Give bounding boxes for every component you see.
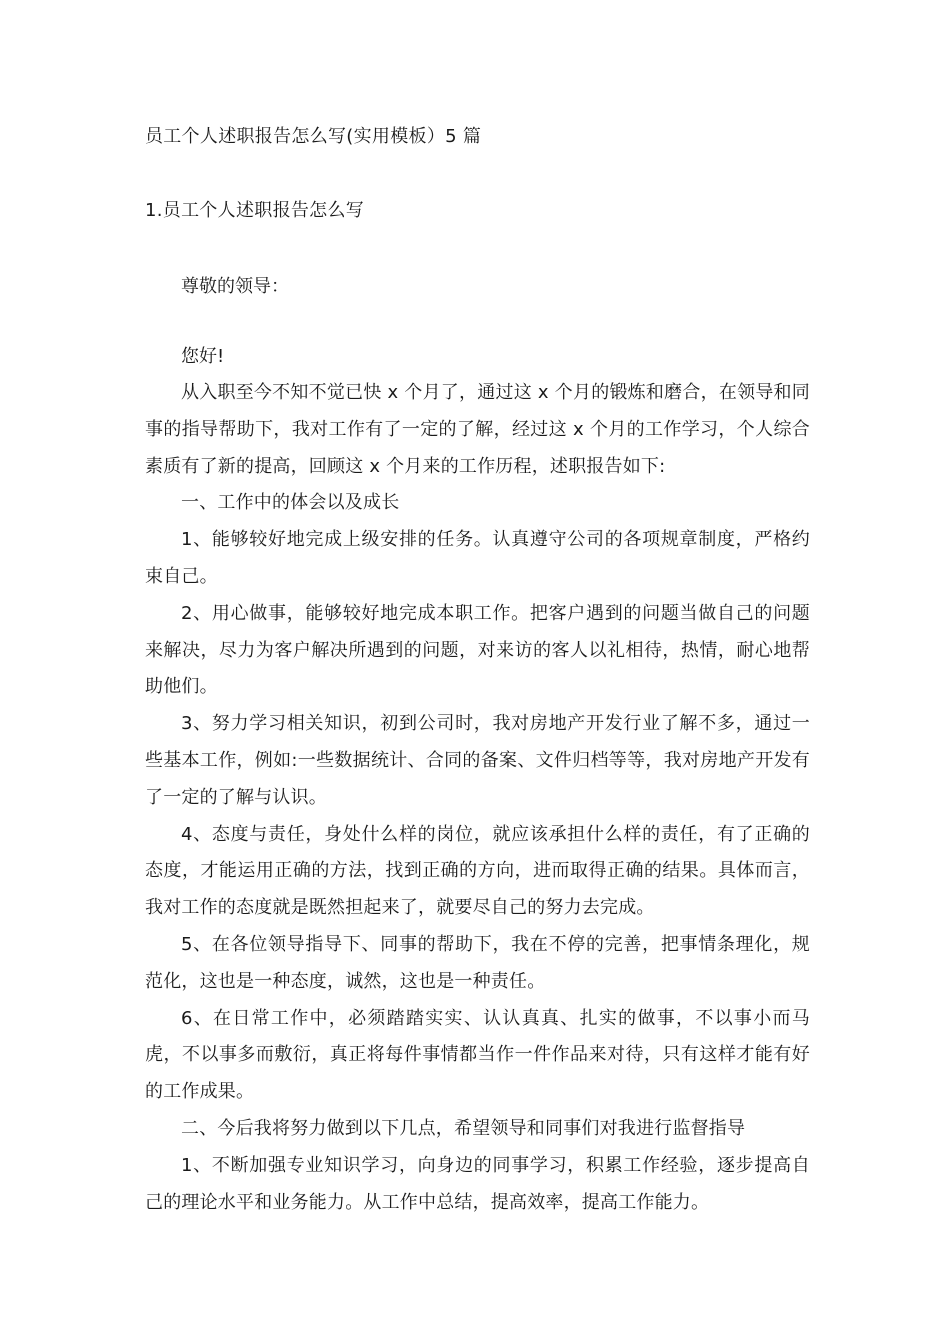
paragraph-item-6: 6、在日常工作中，必须踏踏实实、认认真真、扎实的做事，不以事小而马虎，不以事多而敷衍，真正将每件事情都当作一件作品来对待，只有这样才能有好的工作成果。: [145, 1007, 810, 1103]
paragraph-item-3: 3、努力学习相关知识，初到公司时，我对房地产开发行业了解不多，通过一些基本工作，例如:一些数据统计、合同的备案、文件归档等等，我对房地产开发有了一定的了解与认识。: [145, 713, 810, 808]
paragraph-item-5: 5、在各位领导指导下、同事的帮助下，我在不停的完善，把事情条理化，规范化，这也是一种态度，诚然，这也是一种责任。: [145, 933, 810, 992]
heading-part-two: 二、今后我将努力做到以下几点，希望领导和同事们对我进行监督指导: [181, 1117, 746, 1139]
section-title: 1.员工个人述职报告怎么写: [145, 200, 365, 221]
heading-part-one: 一、工作中的体会以及成长: [181, 492, 400, 514]
paragraph-item-1: 1、能够较好地完成上级安排的任务。认真遵守公司的各项规章制度，严格约束自己。: [145, 529, 810, 587]
paragraph-item-2: 2、用心做事，能够较好地完成本职工作。把客户遇到的问题当做自己的问题来解决，尽力为客户解决所遇到的问题，对来访的客人以礼相待，热情，耐心地帮助他们。: [145, 602, 810, 698]
greeting: 您好!: [181, 346, 225, 367]
report-body: [145, 375, 810, 1221]
salutation: 尊敬的领导：: [181, 276, 289, 297]
paragraph-item-4: 4、态度与责任，身处什么样的岗位，就应该承担什么样的责任，有了正确的态度，才能运用正确的方法，找到正确的方向，进而取得正确的结果。具体而言，我对工作的态度就是既然担起来了，就要尽自己的努力去完成。: [145, 823, 810, 919]
document-title: 员工个人述职报告怎么写(实用模板）5 篇: [145, 126, 482, 147]
paragraph-plan-1: 1、不断加强专业知识学习，向身边的同事学习，积累工作经验，逐步提高自己的理论水平和业务能力。从工作中总结，提高效率，提高工作能力。: [145, 1154, 810, 1213]
paragraph-intro: 从入职至今不知不觉已快 x 个月了，通过这 x 个月的锻炼和磨合，在领导和同事的指导帮助下，我对工作有了一定的了解，经过这 x 个月的工作学习，个人综合素质有了新的提高，回顾这 x 个月来的工作历程，述职报告如下:: [145, 382, 810, 477]
